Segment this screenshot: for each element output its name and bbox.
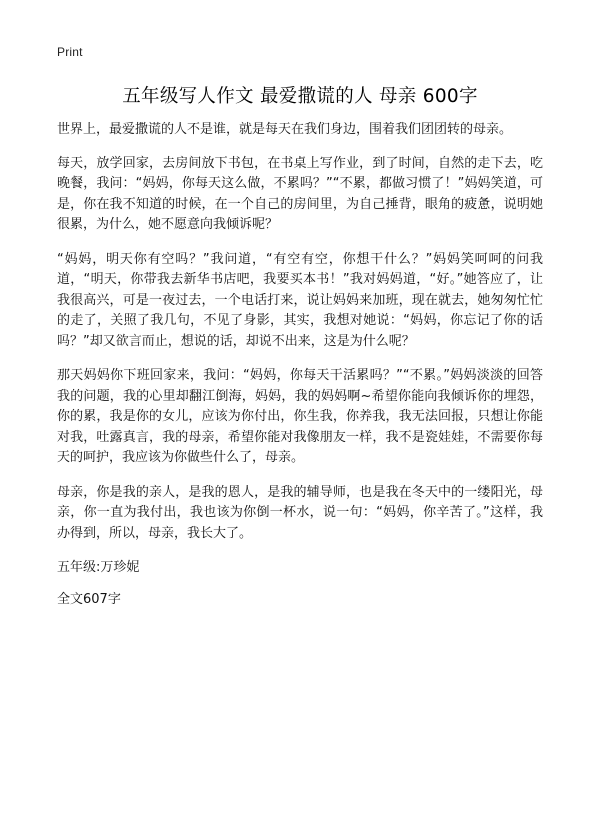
- author-line: 五年级:万珍妮: [57, 560, 140, 575]
- paragraph-2: 每天，放学回家，去房间放下书包，在书桌上写作业，到了时间，自然的走下去，吃晚餐，我问：“妈妈，你每天这么做，不累吗？”“不累，都做习惯了！”妈妈笑道，可是，你在我不知道的时候，在一个自己的房间里，为自己捶背，眼角的疲惫，说明她很累，为什么，她不愿意向我倾诉呢？: [57, 155, 543, 232]
- paragraph-5: 母亲，你是我的亲人，是我的恩人，是我的辅导师，也是我在冬天中的一缕阳光，母亲，你一直为我付出，我也该为你倒一杯水，说一句：“妈妈，你辛苦了。”这样，我办得到，所以，母亲，我长大了。: [57, 484, 543, 541]
- article-title: 五年级写人作文 最爱撒谎的人 母亲 600字: [122, 86, 478, 107]
- paragraph-3: “妈妈，明天你有空吗？”我问道，“有空有空，你想干什么？”妈妈笑呵呵的问我道，“明天，你带我去新华书店吧，我要买本书！”我对妈妈道，“好。”她答应了，让我很高兴，可是一夜过去，一个电话打来，说让妈妈来加班，现在就去，她匆匆忙忙的走了，关照了我几句，不见了身影，其实，我想对她说：“妈妈，你忘记了你的话吗？”却又欲言而止，想说的话，却说不出来，这是为什么呢？: [57, 251, 543, 349]
- paragraph-1: 世界上，最爱撒谎的人不是谁，就是每天在我们身边，围着我们团团转的母亲。: [57, 122, 513, 137]
- paragraph-4: 那天妈妈你下班回家来，我问：“妈妈，你每天干活累吗？”“不累。”妈妈淡淡的回答我的问题，我的心里却翻江倒海，妈妈，我的妈妈啊~希望你能向我倾诉你的埋怨，你的累，我是你的女儿，应该为你付出，你生我，你养我，我无法回报，只想让你能对我，吐露真言，我的母亲，希望你能对我像朋友一样，我不是瓷娃娃，不需要你每天的呵护，我应该为你做些什么了，母亲。: [57, 368, 543, 465]
- article-body: [57, 120, 543, 610]
- word-count: 全文607字: [57, 592, 121, 607]
- print-link[interactable]: Print: [57, 45, 83, 59]
